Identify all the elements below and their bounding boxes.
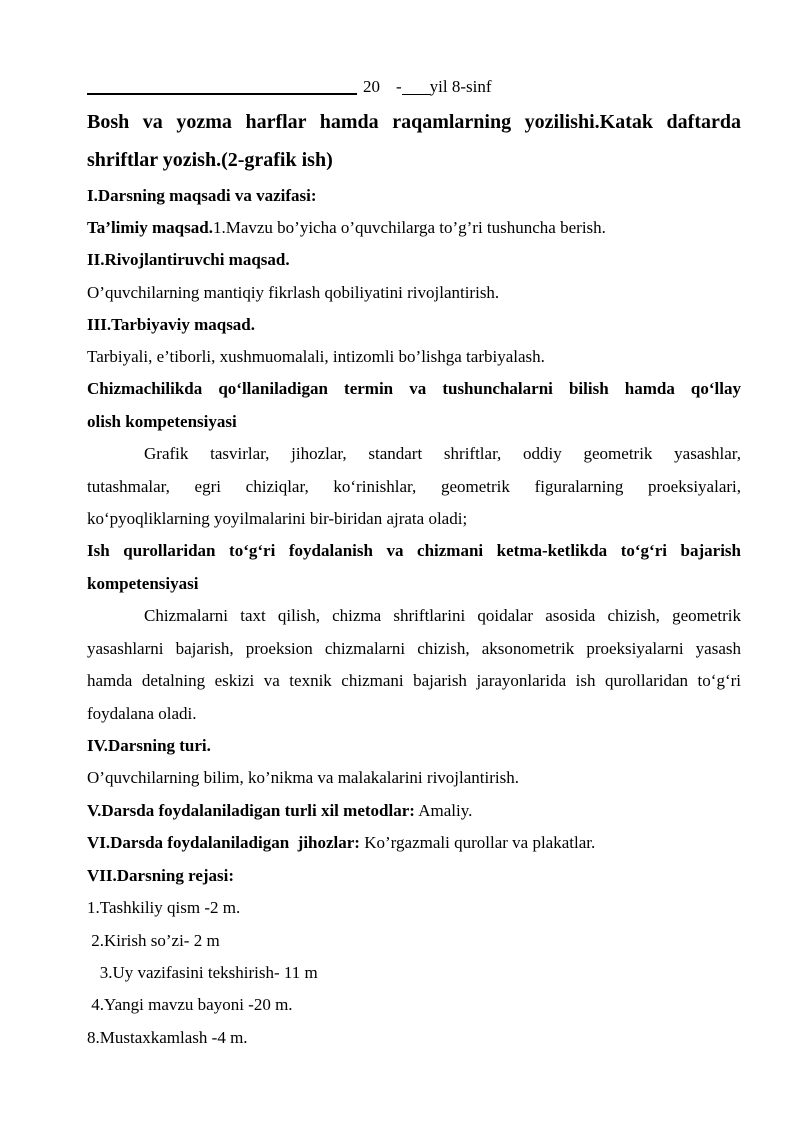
competence-2-body-line-2: yasashlarni bajarish, proeksion chizmalarni chizish, aksonometrik proeksiyalarni yasash xyxy=(87,639,741,658)
developmental-goal-heading: II.Rivojlantiruvchi maqsad. xyxy=(87,250,290,269)
competence-1-body-line-2: tutashmalar, egri chiziqlar, ko‘rinishlar, geometrik figuralarning proeksiyalari, xyxy=(87,477,741,496)
competence-1-body-line-1: Grafik tasvirlar, jihozlar, standart shriftlar, oddiy geometrik yasashlar, xyxy=(144,444,741,463)
educational-goal-text: 1.Mavzu bo’yicha o’quvchilarga to’g’ri tushuncha berish. xyxy=(212,218,606,237)
section-goal-heading: I.Darsning maqsadi va vazifasi: xyxy=(87,186,317,205)
lesson-title-line-2: shriftlar yozish.(2-grafik ish) xyxy=(87,149,333,171)
year-dash: - xyxy=(396,77,402,96)
plan-item: 2.Kirish so’zi- 2 m xyxy=(87,931,220,950)
year-blank-line xyxy=(402,78,430,95)
year-class-text: yil 8-sinf xyxy=(429,77,492,96)
lesson-type-text: O’quvchilarning bilim, ko’nikma va malakalarini rivojlantirish. xyxy=(87,768,519,787)
lesson-type-heading: IV.Darsning turi. xyxy=(87,736,211,755)
plan-item: 3.Uy vazifasini tekshirish- 11 m xyxy=(87,963,318,982)
upbringing-goal-text: Tarbiyali, e’tiborli, xushmuomalali, intizomli bo’lishga tarbiyalash. xyxy=(87,347,545,366)
competence-1-body-line-3: ko‘pyoqliklarning yoyilmalarini bir-biridan ajrata oladi; xyxy=(87,509,468,528)
developmental-goal-text: O’quvchilarning mantiqiy fikrlash qobiliyatini rivojlantirish. xyxy=(87,283,500,302)
methods-value: Amaliy. xyxy=(414,801,473,820)
competence-2-body-line-1: Chizmalarni taxt qilish, chizma shriftlarini qoidalar asosida chizish, geometrik xyxy=(144,606,741,625)
date-blank-line xyxy=(87,77,357,95)
date-class-header xyxy=(87,77,492,95)
plan-item: 1.Tashkiliy qism -2 m. xyxy=(87,898,241,917)
competence-2-heading-line-1: Ish qurollaridan to‘g‘ri foydalanish va chizmani ketma-ketlikda to‘g‘ri bajarish xyxy=(87,541,741,560)
plan-item: 8.Mustaxkamlash -4 m. xyxy=(87,1028,248,1047)
educational-goal xyxy=(87,219,606,236)
competence-1-heading-line-1: Chizmachilikda qo‘llaniladigan termin va tushunchalarni bilish hamda qo‘llay xyxy=(87,379,741,398)
plan-item: 4.Yangi mavzu bayoni -20 m. xyxy=(87,995,293,1014)
lesson-title-line-1: Bosh va yozma harflar hamda raqamlarning yozilishi.Katak daftarda xyxy=(87,111,741,133)
methods-label: V.Darsda foydalaniladigan turli xil metodlar: xyxy=(87,801,415,820)
educational-goal-label: Ta’limiy maqsad. xyxy=(87,218,213,237)
equipment-value: Ko’rgazmali qurollar va plakatlar. xyxy=(359,833,596,852)
equipment-label: VI.Darsda foydalaniladigan jihozlar: xyxy=(87,833,360,852)
year-prefix: 20 xyxy=(363,77,380,96)
upbringing-goal-heading: III.Tarbiyaviy maqsad. xyxy=(87,315,256,334)
competence-2-body-line-4: foydalana oladi. xyxy=(87,704,197,723)
methods-line xyxy=(87,802,472,819)
equipment-line xyxy=(87,834,595,851)
lesson-plan-heading: VII.Darsning rejasi: xyxy=(87,866,235,885)
competence-1-heading-line-2: olish kompetensiyasi xyxy=(87,412,237,431)
competence-2-heading-line-2: kompetensiyasi xyxy=(87,574,199,593)
competence-2-body-line-3: hamda detalning eskizi va texnik chizmani bajarish jarayonlarida ish qurollaridan to‘g‘ri xyxy=(87,671,741,690)
